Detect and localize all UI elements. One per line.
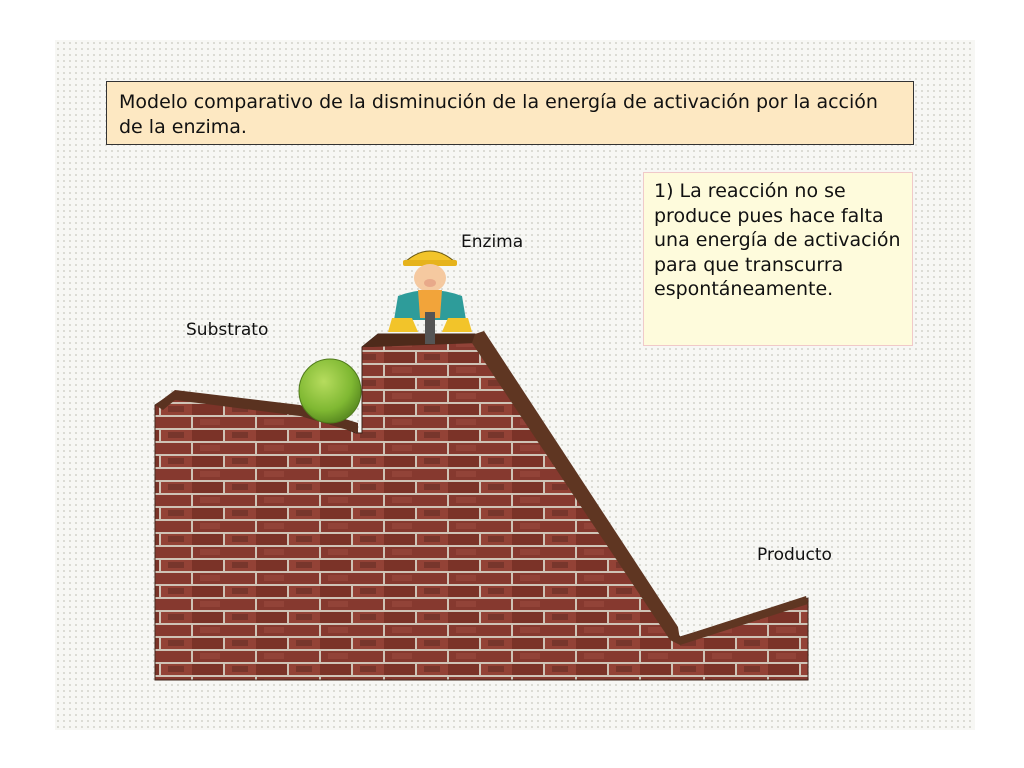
title-box	[106, 81, 914, 145]
title-text: Modelo comparativo de la disminución de la energía de activación por la acción de la enzima.	[119, 91, 878, 138]
worker-enzyme-figure	[388, 251, 472, 344]
label-substrato: Substrato	[186, 320, 269, 340]
label-producto: Producto	[757, 545, 832, 565]
note-text: 1) La reacción no se produce pues hace falta una energía de activación para que transcurra espontáneamente.	[654, 180, 901, 300]
substrate-ball	[299, 359, 361, 423]
label-enzima: Enzima	[461, 232, 524, 252]
explanation-note	[643, 172, 913, 346]
